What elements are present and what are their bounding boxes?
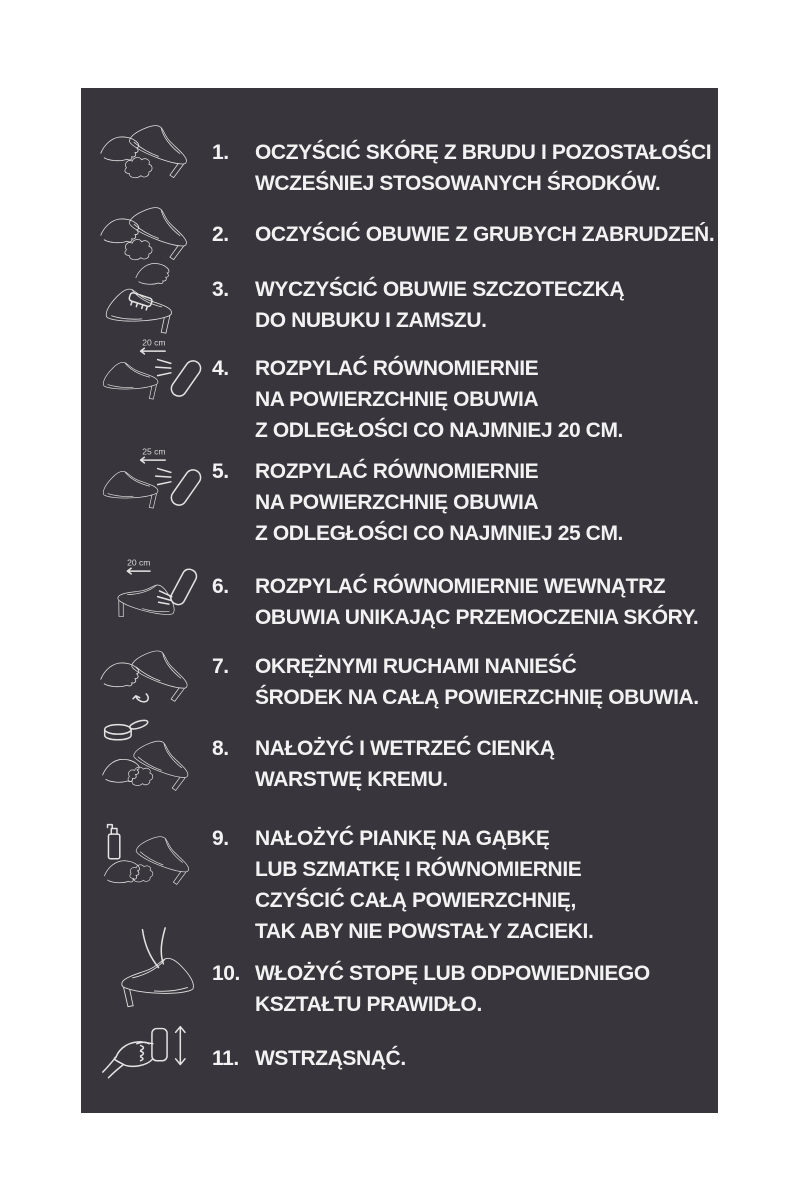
- item-text: [255, 274, 710, 336]
- item-text: [255, 651, 710, 713]
- item-text: [255, 733, 710, 795]
- instruction-line: WSTRZĄSNĄĆ.: [255, 1047, 406, 1070]
- instruction-line: WCZEŚNIEJ STOSOWANYCH ŚRODKÓW.: [255, 172, 661, 195]
- instruction-line: ŚRODEK NA CAŁĄ POWIERZCHNIĘ OBUWIA.: [255, 686, 699, 709]
- left-arrow-icon: [127, 568, 150, 574]
- instruction-line: TAK ABY NIE POWSTAŁY ZACIEKI.: [255, 920, 594, 943]
- spray-can-at-shoe-icon: [99, 335, 203, 414]
- ankle-lines: [142, 928, 165, 968]
- circular-motion-swirl: [133, 694, 148, 702]
- item-number: 1.: [212, 141, 229, 164]
- distance-label: 25 cm: [142, 446, 166, 457]
- hand-circular-motion-shoe-icon: [99, 641, 203, 717]
- wrist-lines: [103, 1057, 124, 1078]
- instruction-line: OBUWIA UNIKAJĄC PRZEMOCZENIA SKÓRY.: [255, 606, 699, 629]
- item-number: 8.: [212, 737, 229, 760]
- item-text: [255, 958, 710, 1020]
- hand-shaking-can-icon: [99, 1021, 203, 1097]
- item-number: 2.: [212, 223, 229, 246]
- instruction-line: Z ODLEGŁOŚCI CO NAJMNIEJ 20 CM.: [255, 419, 623, 442]
- item-number: 3.: [212, 278, 229, 301]
- instruction-line: DO NUBUKU I ZAMSZU.: [255, 309, 487, 332]
- instruction-line: WYCZYŚCIĆ OBUWIE SZCZOTECZKĄ: [255, 278, 625, 301]
- item-text: [255, 353, 710, 446]
- hand-wiping-shoe-icon: [99, 115, 203, 191]
- item-text: [255, 823, 710, 947]
- instruction-line: CZYŚCIĆ CAŁĄ POWIERZCHNIĘ,: [255, 889, 576, 912]
- foot-into-shoe-icon: [99, 926, 203, 1009]
- spray-can-at-shoe-icon: [99, 444, 203, 523]
- left-arrow-icon: [141, 348, 166, 354]
- spray-can-inside-shoe-icon: [99, 555, 203, 634]
- instruction-line: OCZYŚCIĆ OBUWIE Z GRUBYCH ZABRUDZEŃ.: [255, 223, 715, 246]
- distance-label: 20 cm: [142, 337, 166, 348]
- instruction-line: ROZPYLAĆ RÓWNOMIERNIE: [255, 460, 539, 483]
- cream-jar-hand-shoe-icon: [99, 719, 203, 798]
- item-text: [255, 1043, 710, 1074]
- item-number: 11.: [212, 1047, 239, 1070]
- instruction-panel: [81, 88, 718, 1113]
- instruction-line: LUB SZMATKĘ I RÓWNOMIERNIE: [255, 858, 582, 881]
- item-text: [255, 137, 710, 199]
- instruction-line: NAŁOŻYĆ PIANKĘ NA GĄBKĘ: [255, 827, 550, 850]
- distance-label: 20 cm: [127, 557, 151, 568]
- item-text: [255, 456, 710, 549]
- instruction-line: ROZPYLAĆ RÓWNOMIERNIE: [255, 357, 539, 380]
- instruction-line: Z ODLEGŁOŚCI CO NAJMNIEJ 25 CM.: [255, 522, 623, 545]
- instruction-line: WŁOŻYĆ STOPĘ LUB ODPOWIEDNIEGO: [255, 962, 650, 985]
- instruction-line: NA POWIERZCHNIĘ OBUWIA: [255, 388, 539, 411]
- item-number: 9.: [212, 827, 229, 850]
- item-number: 5.: [212, 460, 229, 483]
- item-number: 4.: [212, 357, 229, 380]
- instruction-line: ROZPYLAĆ RÓWNOMIERNIE WEWNĄTRZ: [255, 575, 666, 598]
- instruction-line: OKRĘŻNYMI RUCHAMI NANIEŚĆ: [255, 655, 577, 678]
- instruction-line: KSZTAŁTU PRAWIDŁO.: [255, 993, 482, 1016]
- item-number: 6.: [212, 575, 229, 598]
- item-text: [255, 219, 715, 250]
- shake-arrow-icon: [176, 1027, 185, 1065]
- brush-cleaning-shoe-icon: [99, 258, 203, 334]
- item-text: [255, 571, 710, 633]
- instruction-line: NAŁOŻYĆ I WETRZEĆ CIENKĄ: [255, 737, 555, 760]
- item-number: 7.: [212, 655, 229, 678]
- instruction-line: WARSTWĘ KREMU.: [255, 768, 448, 791]
- instruction-line: NA POWIERZCHNIĘ OBUWIA: [255, 491, 539, 514]
- left-arrow-icon: [141, 457, 166, 463]
- instruction-line: OCZYŚCIĆ SKÓRĘ Z BRUDU I POZOSTAŁOŚCI: [255, 141, 712, 164]
- item-number: 10.: [212, 962, 240, 985]
- foam-bottle-hand-shoe-icon: [99, 819, 203, 898]
